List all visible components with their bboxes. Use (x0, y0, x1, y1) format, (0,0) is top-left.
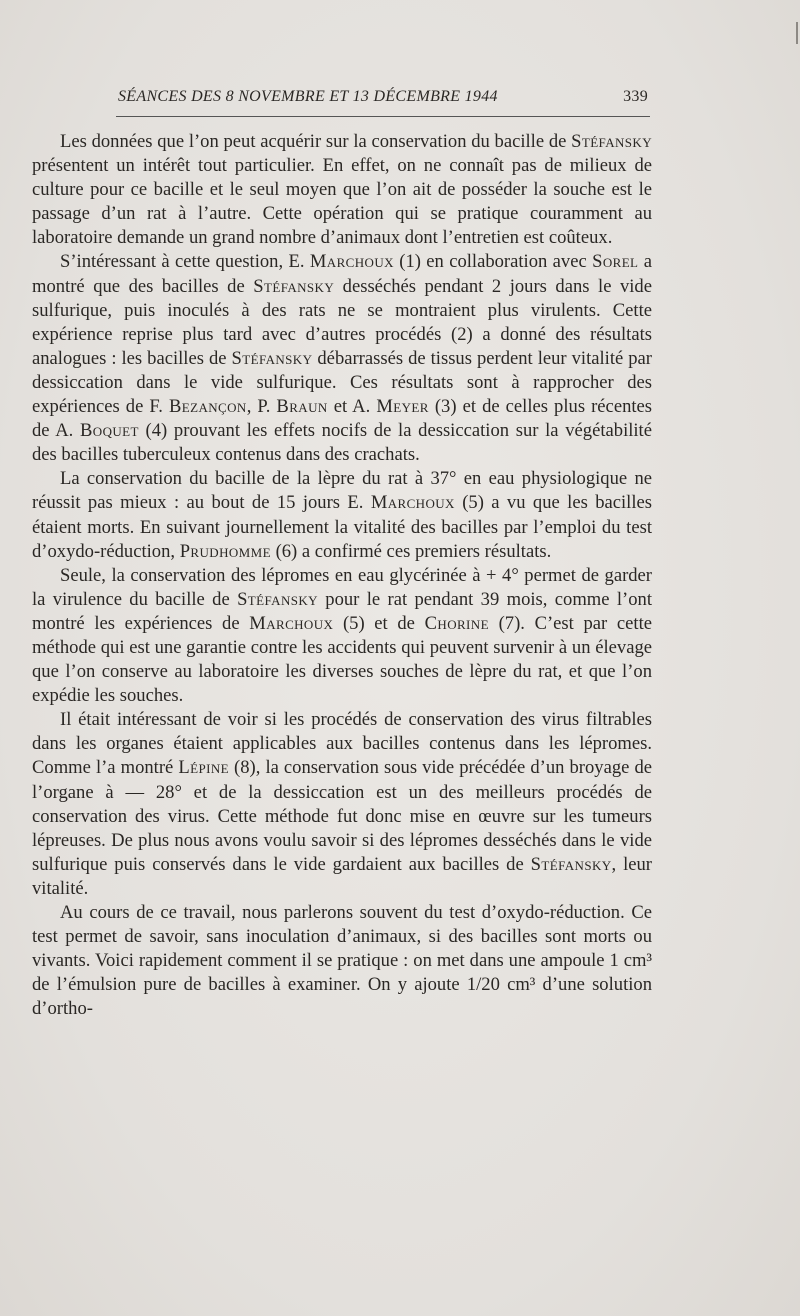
header-rule (116, 116, 650, 117)
text-segment: présentent un intérêt tout particulier. En effet, on ne connaît pas de milieux de culture pour ce bacille et le seul moyen que l’on ait de posséder la souche est le passage d’un rat à l’autre. Cette opération qui se pratique couramment au laboratoire demande un grand nombre d’animaux dont l’entretien est coûteux. (32, 155, 652, 249)
author-name: Marchoux (370, 492, 455, 514)
author-name: Stéfansky (571, 131, 652, 152)
text-segment: (8), la conservation sous vide précédée d’un broyage de l’organe à — 28° et de la dessiccation est un des meilleurs procédés de conservation des virus. Cette méthode fut donc mise en œuvre sur les tumeurs lépreuses. De plus nous avons voulu savoir si des lépromes desséchés dans le vide sulfurique puis conservés dans le vide gardaient aux bacilles de (32, 757, 652, 875)
author-name: Braun (276, 396, 328, 418)
paragraph (32, 130, 652, 250)
author-name: Bezançon (168, 396, 247, 418)
running-title: SÉANCES DES 8 NOVEMBRE ET 13 DÉCEMBRE 1944 (118, 88, 498, 105)
author-name: Stéfansky (231, 347, 313, 369)
text-segment: desséchés pendant 2 jours dans le vide sulfurique, puis inoculés à des rats ne se montraient plus virulents. Cette expérience reprise plus tard avec d’autres procédés (2) a donné des résultats analogues : les bacilles de (32, 275, 652, 369)
text-segment: Les données que l’on peut acquérir sur la conservation du bacille de (60, 131, 572, 152)
author-name: Boquet (79, 420, 139, 442)
author-name: Lépine (178, 757, 229, 779)
paragraph (32, 708, 652, 901)
author-name: Prudhomme (179, 540, 271, 562)
author-name: Marchoux (309, 251, 394, 273)
author-name: Stéfansky (237, 588, 318, 610)
paragraph (32, 564, 652, 709)
text-segment: (4) prouvant les effets nocifs de la dessiccation sur la végétabilité des bacilles tuberculeux contenus dans des crachats. (32, 420, 652, 466)
page-number: 339 (623, 88, 648, 105)
author-name: Chorine (424, 612, 489, 634)
author-name: Meyer (376, 396, 429, 418)
text-segment: a montré que des bacilles de (32, 251, 653, 297)
paragraph (32, 467, 652, 563)
text-segment: (1) en collaboration avec (393, 251, 593, 273)
text-segment: La conservation du bacille de la lèpre du rat à 37° en eau physiologique ne réussit pas mieux : au bout de 15 jours E. (32, 468, 652, 514)
text-segment: pour le rat pendant 39 mois, comme l’ont montré les expériences de (32, 588, 652, 634)
text-segment: Seule, la conservation des lépromes en eau glycérinée à + 4° permet de garder la virulence du bacille de (32, 564, 652, 610)
text-segment: (3) et de celles plus récentes de A. (32, 396, 653, 442)
author-name: Marchoux (249, 612, 334, 634)
text-segment: débarrassés de tissus perdent leur vitalité par dessiccation dans le vide sulfurique. Ces résultats sont à rapprocher des expériences de F. (32, 347, 652, 418)
text-segment: Au cours de ce travail, nous parlerons souvent du test d’oxydo-réduction. Ce test permet de savoir, sans inoculation d’animaux, si des bacilles sont morts ou vivants. Voici rapidement comment il se pratique : on met dans une ampoule 1 cm³ de l’émulsion pure de bacilles à examiner. On y ajoute 1/20 cm³ d’une solution d’ortho- (32, 902, 652, 1020)
text-segment: (5) et de (333, 612, 425, 634)
paragraph (32, 250, 652, 467)
text-segment: (7). C’est par cette méthode qui est une garantie contre les accidents qui peuvent survenir à un élevage que l’on conserve au laboratoire les diverses souches de lèpre du rat, et que l’on expédie les souches. (32, 612, 652, 707)
paragraph (32, 901, 652, 1021)
text-segment: et A. (327, 396, 377, 418)
text-segment: S’intéressant à cette question, E. (60, 251, 310, 273)
author-name: Sorel (592, 251, 639, 273)
text-segment: , P. (246, 396, 277, 418)
text-segment: (6) a confirmé ces premiers résultats. (270, 540, 552, 562)
author-name: Stéfansky (253, 275, 335, 297)
page-edge-mark (796, 22, 798, 44)
text-segment: , leur vitalité. (32, 853, 652, 899)
body-text (32, 130, 652, 1021)
text-segment: (5) a vu que les bacilles étaient morts. En suivant journellement la vitalité des bacilles par l’emploi du test d’oxydo-réduction, (32, 492, 652, 562)
text-segment: Il était intéressant de voir si les procédés de conservation des virus filtrables dans les organes étaient applicables aux bacilles contenus dans les lépromes. Comme l’a montré (32, 709, 652, 779)
author-name: Stéfansky (530, 853, 612, 875)
